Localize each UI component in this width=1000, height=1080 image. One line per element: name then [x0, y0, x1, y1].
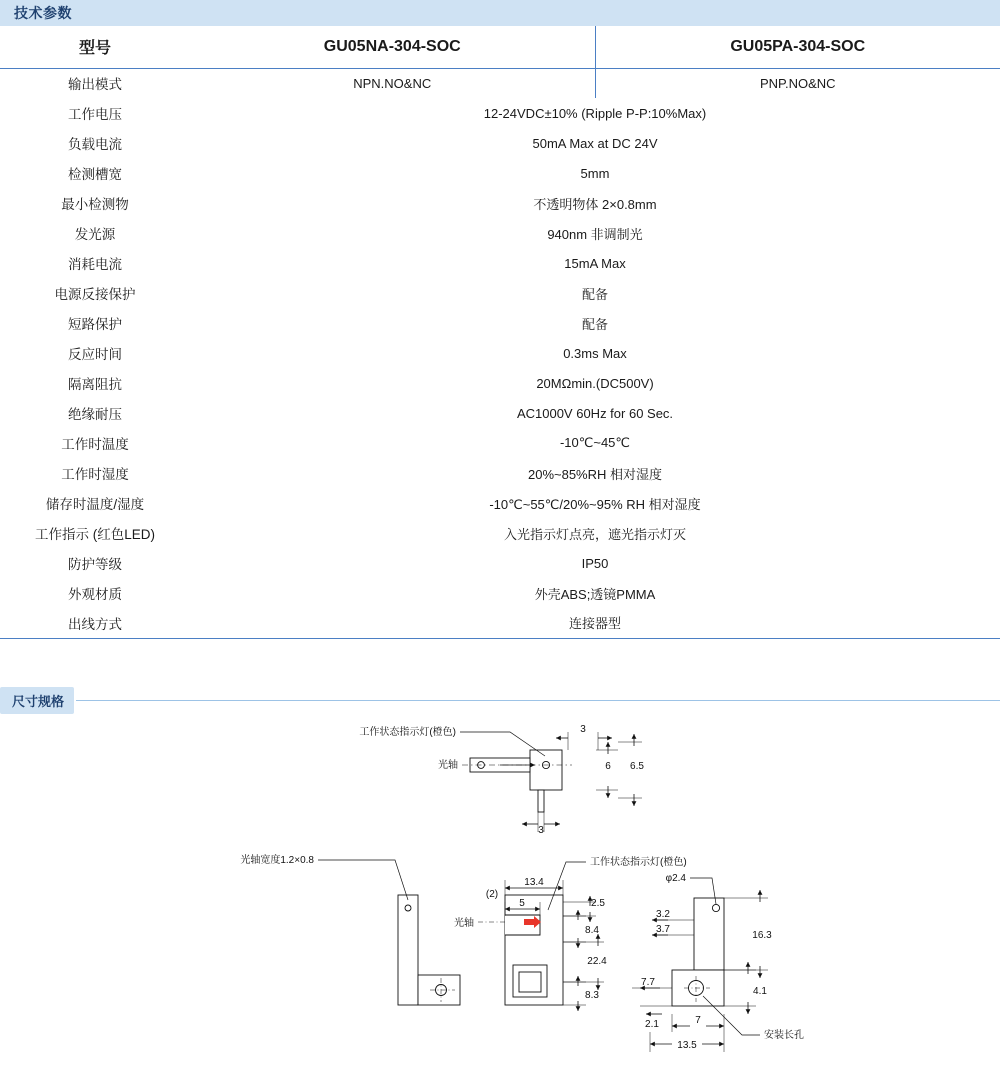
table-row [0, 518, 1000, 548]
row-label: 防护等级 [68, 557, 122, 572]
row-value: 20%~85%RH 相对湿度 [527, 466, 663, 482]
row-value: AC1000V 60Hz for 60 Sec. [516, 405, 674, 421]
row-value: 20MΩmin.(DC500V) [536, 375, 654, 391]
row-value: 15mA Max [564, 255, 626, 271]
side-dim-7: 7 [695, 1014, 701, 1026]
row-value: 配备 [581, 316, 608, 332]
front-dim-8-4: 8.4 [585, 924, 599, 936]
spec-section-title: 技术参数 [14, 5, 72, 21]
front-dim-22-4: 22.4 [587, 955, 607, 967]
row-label: 储存时温度/湿度 [45, 497, 145, 512]
front-dim-2-5: 2.5 [591, 897, 605, 909]
side-dim-7-7: 7.7 [641, 976, 655, 988]
top-callout-led: 工作状态指示灯(橙色) [359, 726, 456, 738]
table-row [0, 608, 1000, 638]
table-row [0, 158, 1000, 188]
dimension-drawing-svg [0, 720, 1000, 1080]
row-label: 电源反接保护 [54, 287, 136, 302]
spec-header-label: 型号 [0, 26, 190, 68]
table-row [0, 428, 1000, 458]
side-dim-2-1: 2.1 [645, 1018, 659, 1030]
table-row [0, 368, 1000, 398]
table-row [0, 218, 1000, 248]
row-label: 短路保护 [68, 317, 122, 332]
top-view-drawing [359, 724, 644, 836]
top-dim-3-bottom: 3 [538, 824, 544, 836]
spec-table-body [0, 26, 1000, 638]
spec-table [0, 26, 1000, 639]
row-label: 最小检测物 [61, 197, 129, 212]
front-axis-label: 光轴 [454, 917, 474, 929]
row-label: 工作电压 [68, 107, 122, 122]
row-value: 0.3ms Max [563, 345, 627, 361]
spec-header-model-b: GU05PA-304-SOC [595, 26, 1000, 68]
row-label: 工作指示 (红色LED) [34, 527, 155, 542]
top-dim-6: 6 [605, 760, 611, 772]
left-view-drawing [240, 853, 460, 1005]
row-value: 配备 [581, 286, 608, 302]
side-dim-4-1: 4.1 [753, 985, 767, 997]
top-dim-3: 3 [580, 723, 586, 735]
front-dim-13-4: 13.4 [524, 876, 544, 888]
top-dim-6-5: 6.5 [630, 760, 644, 772]
section-divider [76, 700, 1000, 701]
table-row [0, 278, 1000, 308]
table-row [0, 308, 1000, 338]
row-value: -10℃~45℃ [559, 435, 631, 450]
row-label: 隔离阻抗 [68, 377, 122, 392]
row-label: 消耗电流 [68, 257, 122, 272]
row-value: 不透明物体 2×0.8mm [533, 196, 657, 212]
row-value-b: PNP.NO&NC [759, 75, 836, 91]
side-dim-16-3: 16.3 [752, 929, 772, 941]
table-row [0, 248, 1000, 278]
row-label: 发光源 [74, 227, 116, 242]
dimension-section-header [0, 687, 1000, 714]
table-row [0, 338, 1000, 368]
row-value: 5mm [580, 165, 610, 181]
table-row [0, 68, 1000, 98]
row-label: 工作时湿度 [61, 467, 129, 482]
row-label: 外观材质 [68, 587, 122, 602]
side-dim-phi-2-4: φ2.4 [665, 872, 686, 884]
side-callout-slot: 安装长孔 [764, 1029, 804, 1041]
front-dim-2: (2) [485, 888, 499, 900]
row-value: 12-24VDC±10% (Ripple P-P:10%Max) [483, 105, 707, 121]
table-row [0, 548, 1000, 578]
table-row [0, 398, 1000, 428]
row-value: -10℃~55℃/20%~95% RH 相对湿度 [489, 496, 701, 512]
row-value: 940nm 非调制光 [547, 226, 643, 242]
side-dim-13-5: 13.5 [677, 1039, 697, 1051]
dimension-drawing [0, 720, 1000, 1080]
table-row [0, 488, 1000, 518]
side-view-drawing [632, 873, 804, 1052]
row-label: 反应时间 [68, 347, 122, 362]
row-label: 工作时温度 [61, 437, 129, 452]
front-callout-led: 工作状态指示灯(橙色) [590, 856, 687, 868]
spec-table-header-row [0, 26, 1000, 68]
table-row [0, 578, 1000, 608]
row-label: 出线方式 [0, 608, 190, 638]
front-dim-5: 5 [519, 897, 525, 909]
side-dim-3-2: 3.2 [656, 908, 670, 920]
row-value: 连接器型 [190, 608, 1000, 638]
front-dim-8-3: 8.3 [585, 989, 599, 1001]
row-value: 外壳ABS;透镜PMMA [534, 586, 656, 602]
front-callout-beam-width: 光轴宽度1.2×0.8 [240, 854, 314, 866]
row-label: 负载电流 [68, 137, 122, 152]
table-row [0, 98, 1000, 128]
row-label: 检测槽宽 [68, 167, 122, 182]
side-dim-3-7: 3.7 [656, 923, 670, 935]
row-value: 50mA Max at DC 24V [532, 135, 658, 151]
row-label: 绝缘耐压 [68, 407, 122, 422]
table-row [0, 458, 1000, 488]
row-value-a: NPN.NO&NC [190, 68, 595, 98]
row-value: 入光指示灯点亮，遮光指示灯灭 [503, 526, 686, 542]
dimension-section-title: 尺寸规格 [0, 687, 74, 714]
table-row [0, 188, 1000, 218]
table-row [0, 128, 1000, 158]
row-value: IP50 [581, 555, 609, 571]
top-axis-label: 光轴 [438, 759, 458, 771]
spec-header-model-a: GU05NA-304-SOC [190, 26, 595, 68]
spec-section-header [0, 0, 1000, 26]
row-label: 输出模式 [68, 77, 122, 93]
